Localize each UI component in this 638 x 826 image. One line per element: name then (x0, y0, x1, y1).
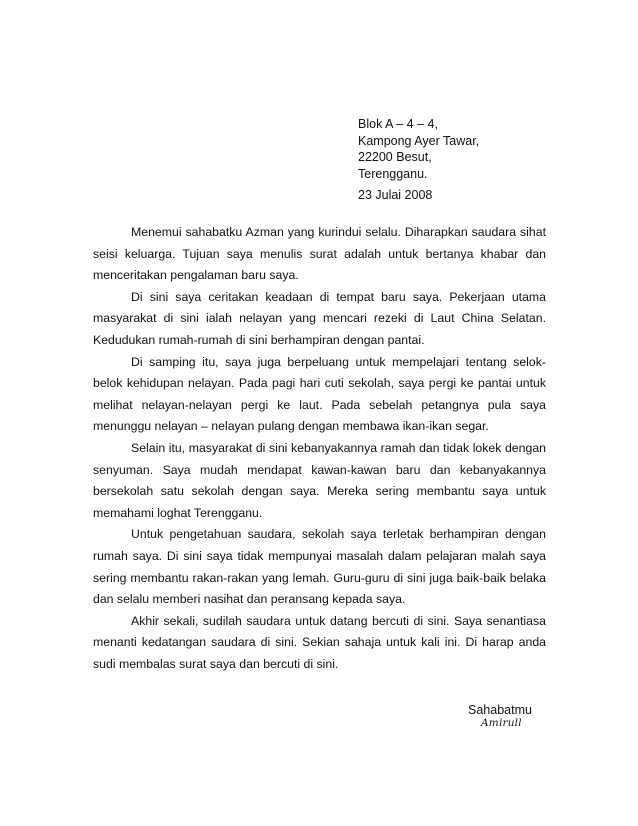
address-line: 22200 Besut, (358, 150, 432, 164)
address-line: Blok A – 4 – 4, (358, 117, 438, 131)
body-paragraph: Untuk pengetahuan saudara, sekolah saya terletak berhampiran dengan rumah saya. Di sini saya tidak mempunyai masalah dalam pelajaran malah saya sering membantu rakan-rakan yang lemah. Guru-guru di sini juga baik-baik belaka dan selalu memberi nasihat dan peransang kepada saya. (93, 527, 546, 607)
address-line: Kampong Ayer Tawar, (358, 133, 480, 148)
body-paragraph: Menemui sahabatku Azman yang kurindui selalu. Diharapkan saudara sihat seisi keluarga. Tujuan saya menulis surat adalah untuk bertanya khabar dan menceritakan pengalaman baru saya. (93, 225, 546, 283)
address-line: Terengganu. (358, 166, 428, 181)
body-paragraph: Akhir sekali, sudilah saudara untuk datang bercuti di sini. Saya senantiasa menanti kedatangan saudara di sini. Sekian sahaja untuk kali ini. Di harap anda sudi membalas surat saya dan bercuti di sini. (93, 613, 546, 671)
closing-salutation: Sahabatmu (468, 703, 532, 717)
body-paragraph: Selain itu, masyarakat di sini kebanyakannya ramah dan tidak lokek dengan senyuman. Saya mudah mendapat kawan-kawan baru dan kebanyakannya bersekolah satu sekolah dengan saya. Mereka sering membantu saya untuk memahami loghat Terengganu. (93, 440, 546, 520)
sender-address (358, 116, 479, 182)
body-paragraph: Di sini saya ceritakan keadaan di tempat baru saya. Pekerjaan utama masyarakat di sini ialah nelayan yang mencari rezeki di Laut China Selatan. Kedudukan rumah-rumah di sini berhampiran dengan pantai. (93, 289, 546, 347)
letter-date: 23 Julai 2008 (358, 188, 433, 202)
letter-body (93, 222, 546, 675)
body-paragraph: Di samping itu, saya juga berpeluang untuk mempelajari tentang selok-belok kehidupan nelayan. Pada pagi hari cuti sekolah, saya pergi ke pantai untuk melihat nelayan-nelayan pergi ke laut. Pada sebelah petangnya pula saya menunggu nelayan – nelayan pulang dengan membawa ikan-ikan segar. (93, 354, 546, 434)
signature: Amirull (481, 717, 522, 729)
